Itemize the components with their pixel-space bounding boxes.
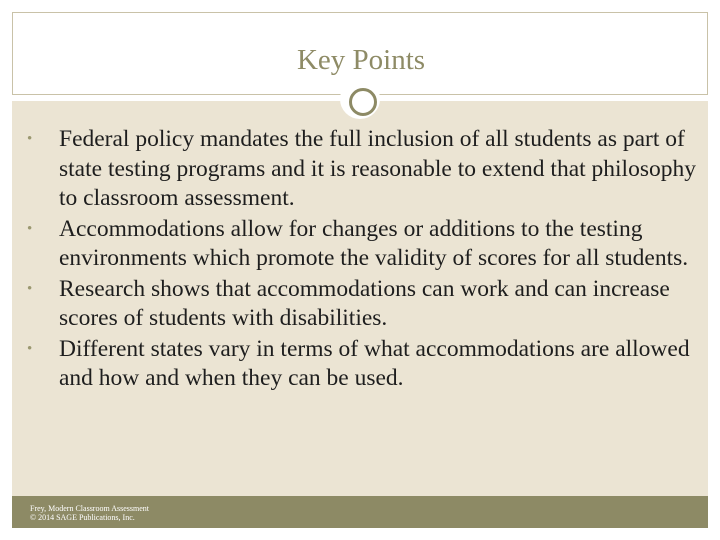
bullet-text: Different states vary in terms of what accommodations are allowed and how and when they can be used. [59,335,690,391]
bullet-dot-icon: • [27,340,33,357]
slide-title: Key Points [296,44,426,76]
bullet-dot-icon: • [27,131,33,147]
bullet-dot-icon: • [27,220,33,237]
bullet-item [26,125,696,214]
footer-citation: Frey, Modern Classroom Assessment [30,504,150,513]
footer-copyright: © 2014 SAGE Publications, Inc. [30,513,135,522]
bullet-list [26,125,696,395]
bullet-text: Federal policy mandates the full inclusion of all students as part of state testing programs and it is reasonable to extend that philosophy to classroom assessment. [59,126,696,211]
footer-bar [12,496,708,528]
bullet-text: Research shows that accommodations can work and can increase scores of students with disabilities. [59,275,670,331]
bullet-text: Accommodations allow for changes or additions to the testing environments which promote the validity of scores for all students. [59,215,689,271]
bullet-item [26,275,696,334]
circle-ring-icon [340,79,380,119]
bullet-item [26,215,696,274]
bullet-dot-icon: • [27,280,33,297]
ring-shape [349,88,377,116]
bullet-item [26,335,696,394]
